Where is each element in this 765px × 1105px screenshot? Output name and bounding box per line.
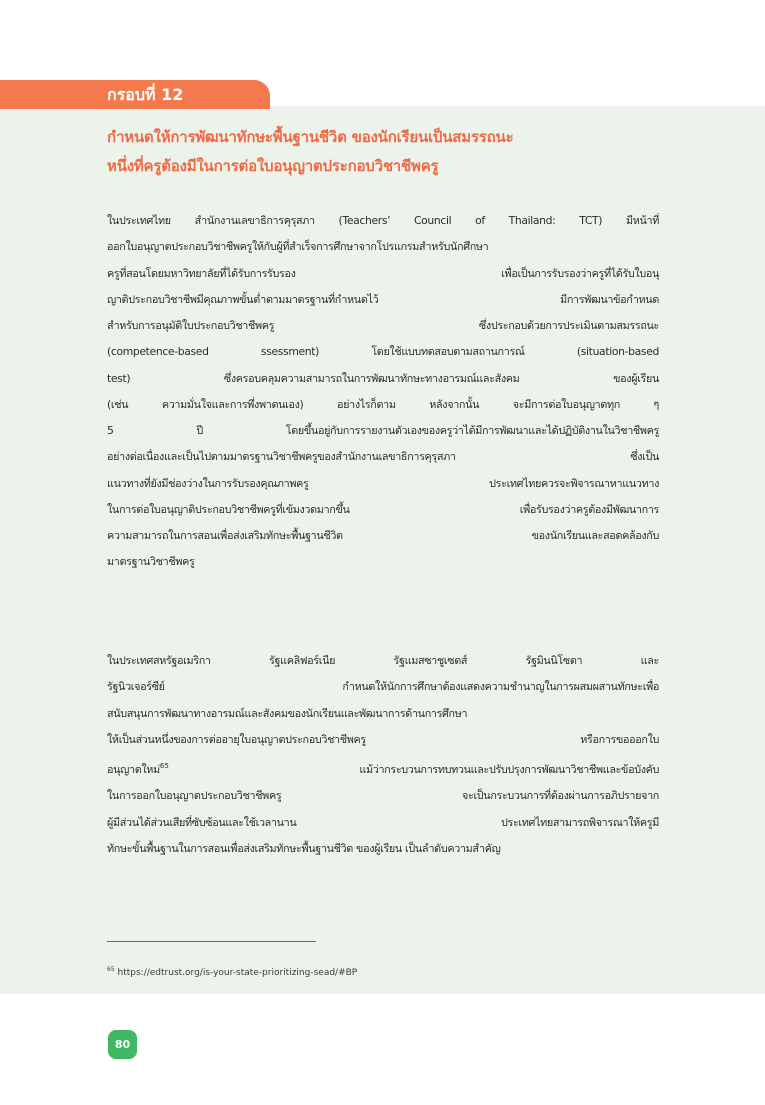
footnote bbox=[107, 963, 357, 980]
text-fragment: แม้ว่ากระบวนการทบทวนและปรับปรุงการพัฒนาวิชาชีพและข้อบังคับ bbox=[168, 763, 659, 776]
text-line: อย่างต่อเนื่องและเป็นไปตามมาตรฐานวิชาชีพครูของสำนักงานเลขาธิการคุรุสภา ซึ่งเป็น bbox=[107, 450, 659, 464]
text-line: 5 ปี โดยขึ้นอยู่กับการรายงานตัวเองของครูว่าได้มีการพัฒนาและได้ปฏิบัติงานในวิชาชีพครู bbox=[107, 424, 659, 437]
text-line: ญาติประกอบวิชาชีพมีคุณภาพขั้นต่ำตามมาตรฐานที่กำหนดไว้ มีการพัฒนาข้อกำหนด bbox=[107, 292, 659, 306]
text-line: (competence-based ssessment) โดยใช้แบบทดสอบตามสถานการณ์ (situation-based bbox=[107, 345, 659, 359]
box-title-line: หนึ่งที่ครูต้องมีในการต่อใบอนุญาตประกอบวิชาชีพครู bbox=[107, 157, 439, 175]
text-line: ความสามารถในการสอนเพื่อส่งเสริมทักษะพื้นฐานชีวิต ของนักเรียนและสอดคล้องกับ bbox=[107, 529, 659, 542]
text-line-with-footnote bbox=[107, 753, 659, 783]
text-line: ในการออกใบอนุญาตประกอบวิชาชีพครู จะเป็นกระบวนการที่ต้องผ่านการอภิปรายจาก bbox=[107, 789, 659, 803]
text-line: รัฐนิวเจอร์ซีย์ กำหนดให้นักการศึกษาต้องแสดงความชำนาญในการผสมผสานทักษะเพื่อ bbox=[107, 680, 659, 694]
text-line: test) ซึ่งครอบคลุมความสามารถในการพัฒนาทักษะทางอารมณ์และสังคม ของผู้เรียน bbox=[107, 371, 659, 385]
text-line: ทักษะขั้นพื้นฐานในการสอนเพื่อส่งเสริมทักษะพื้นฐานชีวิต ของผู้เรียน เป็นลำดับความสำคัญ bbox=[107, 841, 501, 855]
text-line: ผู้มีส่วนได้ส่วนเสียที่ซับซ้อนและใช้เวลานาน ประเทศไทยสามารถพิจารณาให้ครูมี bbox=[107, 815, 659, 829]
text-line: ในประเทศสหรัฐอเมริกา รัฐแคลิฟอร์เนีย รัฐแมสซาชูเซตส์ รัฐมินนิโซตา และ bbox=[107, 654, 659, 667]
box-title bbox=[107, 123, 687, 181]
footnote-number: 65 bbox=[107, 966, 115, 973]
footnote-url[interactable]: https://edtrust.org/is-your-state-prioritizing-sead/#BP bbox=[114, 968, 358, 978]
text-line: ให้เป็นส่วนหนึ่งของการต่ออายุใบอนุญาตประกอบวิชาชีพครู หรือการขอออกใบ bbox=[107, 732, 659, 746]
text-line: มาตรฐานวิชาชีพครู bbox=[107, 555, 195, 569]
text-line: ครูที่สอนโดยมหาวิทยาลัยที่ได้รับการรับรอง เพื่อเป็นการรับรองว่าครูที่ได้รับใบอนุ bbox=[107, 266, 659, 280]
footnote-divider bbox=[107, 941, 316, 942]
text-line: (เช่น ความมั่นใจและการพึ่งพาตนเอง) อย่างไรก็ตาม หลังจากนั้น จะมีการต่อใบอนุญาตทุก ๆ bbox=[107, 397, 659, 411]
text-fragment: อนุญาตใหม่ bbox=[107, 763, 160, 776]
paragraph-usa bbox=[107, 648, 659, 862]
text-line: สนับสนุนการพัฒนาทางอารมณ์และสังคมของนักเรียนและพัฒนาการด้านการศึกษา bbox=[107, 706, 468, 720]
text-line: แนวทางที่ยังมีช่องว่างในการรับรองคุณภาพครู ประเทศไทยควรจะพิจารณาหาแนวทาง bbox=[107, 476, 659, 490]
page-number-badge: 80 bbox=[108, 1030, 137, 1059]
text-line: สำหรับการอนุมัติใบประกอบวิชาชีพครู ซึ่งประกอบด้วยการประเมินตามสมรรถนะ bbox=[107, 319, 659, 332]
footnote-reference[interactable]: 65 bbox=[159, 762, 169, 770]
box-title-line: กำหนดให้การพัฒนาทักษะพื้นฐานชีวิต ของนักเรียนเป็นสมรรถนะ bbox=[107, 128, 514, 146]
text-line: ในการต่อใบอนุญาติประกอบวิชาชีพครูที่เข้มงวดมากขึ้น เพื่อรับรองว่าครูต้องมีพัฒนาการ bbox=[107, 502, 659, 516]
text-line: ออกใบอนุญาตประกอบวิชาชีพครูให้กับผู้ที่สำเร็จการศึกษาจากโปรแกรมสำหรับนักศึกษา bbox=[107, 240, 489, 254]
box-label: กรอบที่ 12 bbox=[107, 85, 184, 104]
text-line: ในประเทศไทย สำนักงานเลขาธิการคุรุสภา (Teachers’ Council of Thailand: TCT) มีหน้าที่ bbox=[107, 214, 659, 227]
paragraph-thailand bbox=[107, 208, 659, 576]
